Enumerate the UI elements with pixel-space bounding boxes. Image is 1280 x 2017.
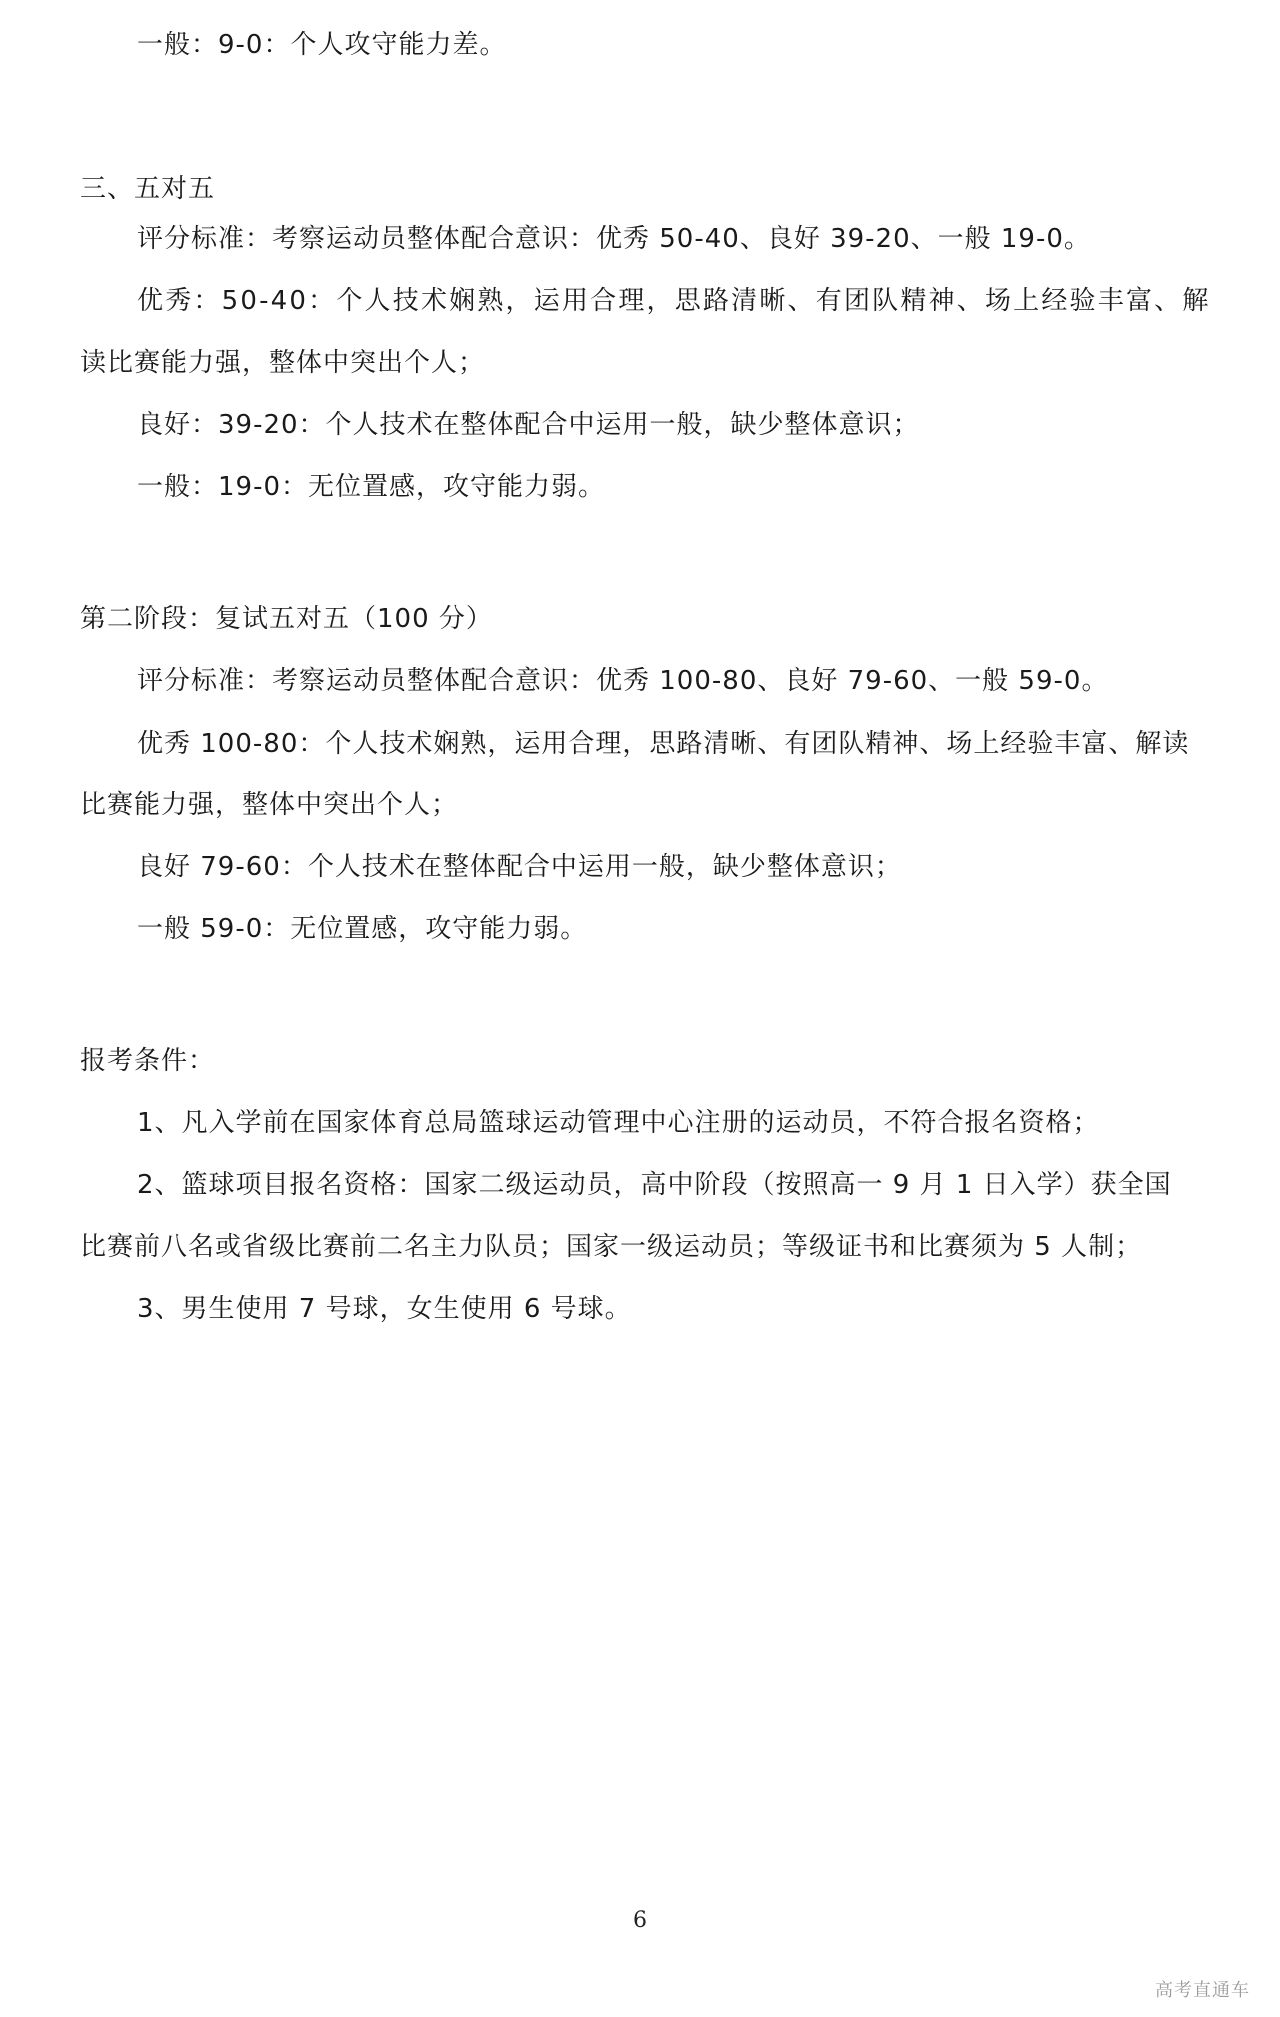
condition-item-2-continued: 比赛前八名或省级比赛前二名主力队员；国家一级运动员；等级证书和比赛须为 5 人制； bbox=[80, 1232, 1143, 1262]
page-number: 6 bbox=[633, 1908, 647, 1933]
text-line-scoring-criteria: 评分标准：考察运动员整体配合意识：优秀 50-40、良好 39-20、一般 19-0。 bbox=[137, 224, 1091, 254]
text-line-good-39-20: 良好：39-20：个人技术在整体配合中运用一般，缺少整体意识； bbox=[137, 410, 920, 440]
text-line-general-59-0: 一般 59-0：无位置感，攻守能力弱。 bbox=[137, 914, 588, 944]
text-line-general-9-0: 一般：9-0：个人攻守能力差。 bbox=[137, 30, 507, 60]
condition-item-1: 1、凡入学前在国家体育总局篮球运动管理中心注册的运动员，不符合报名资格； bbox=[137, 1108, 1100, 1138]
text-line-excellent-100-80-continued: 比赛能力强，整体中突出个人； bbox=[80, 790, 459, 820]
section-heading-five-on-five: 三、五对五 bbox=[80, 174, 216, 204]
watermark: 高考直通车 bbox=[1155, 1980, 1250, 2001]
text-line-scoring-criteria-stage-two: 评分标准：考察运动员整体配合意识：优秀 100-80、良好 79-60、一般 59-0。 bbox=[137, 666, 1109, 696]
text-line-good-79-60: 良好 79-60：个人技术在整体配合中运用一般，缺少整体意识； bbox=[137, 852, 902, 882]
text-line-excellent-100-80: 优秀 100-80：个人技术娴熟，运用合理，思路清晰、有团队精神、场上经验丰富、解读 bbox=[137, 729, 1190, 759]
condition-item-2: 2、篮球项目报名资格：国家二级运动员，高中阶段（按照高一 9 月 1 日入学）获全国 bbox=[137, 1170, 1172, 1200]
condition-item-3: 3、男生使用 7 号球，女生使用 6 号球。 bbox=[137, 1294, 632, 1324]
text-line-excellent-50-40: 优秀：50-40：个人技术娴熟，运用合理，思路清晰、有团队精神、场上经验丰富、解 bbox=[137, 286, 1211, 316]
section-heading-stage-two: 第二阶段：复试五对五（100 分） bbox=[80, 604, 493, 634]
section-heading-application-conditions: 报考条件： bbox=[80, 1046, 216, 1076]
text-line-excellent-continued: 读比赛能力强，整体中突出个人； bbox=[80, 348, 486, 378]
text-line-general-19-0: 一般：19-0：无位置感，攻守能力弱。 bbox=[137, 472, 606, 502]
